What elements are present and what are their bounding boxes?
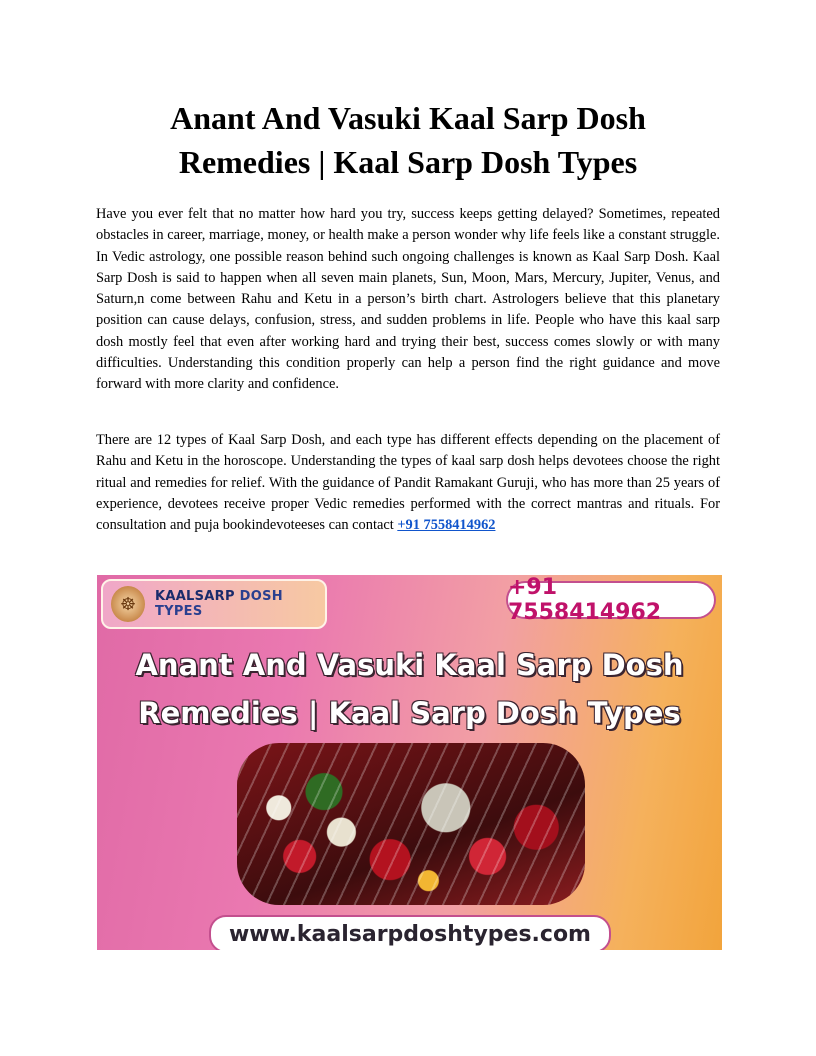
title-line-2: Remedies | Kaal Sarp Dosh Types	[178, 144, 638, 180]
photo-texture	[237, 743, 585, 905]
brand-prefix: KAALSARP	[154, 589, 235, 604]
phone-link[interactable]: +91 7558414962	[397, 517, 496, 534]
brand-suffix: DOSH TYPES	[154, 589, 283, 619]
title-line-1: Anant And Vasuki Kaal Sarp Dosh	[170, 100, 646, 136]
intro-paragraph: Have you ever felt that no matter how hard you try, success keeps getting delayed? Sometimes, repeated obstacles in career, marriage, money, or health make a person wonder why life feels like a constant struggle. In Vedic astrology, one possible reason behind such ongoing challenges is known as Kaal Sarp Dosh. Kaal Sarp Dosh is said to happen when all seven main planets, Sun, Moon, Mars, Mercury, Jupiter, Venus, and Saturn,n come between Rahu and Ketu in a person’s birth chart. Astrologers believe that this planetary position can cause delays, confusion, stress, and sudden problems in life. People who have this kaal sarp dosh mostly feel that even after working hard and trying their best, success comes slowly or with many difficulties. Understanding this condition properly can help a person find the right guidance and move forward with more clarity and confidence.	[96, 206, 720, 393]
promo-banner-image	[97, 575, 722, 950]
banner-headline	[97, 641, 722, 737]
page-title	[96, 96, 720, 184]
banner-website-url: www.kaalsarpdoshtypes.com	[209, 915, 611, 950]
types-paragraph-text: There are 12 types of Kaal Sarp Dosh, and each type has different effects depending on the placement of Rahu and Ketu in the horoscope. Understanding the types of kaal sarp dosh helps devotees choose the right ritual and remedies for relief. With the guidance of Pandit Ramakant Guruji, who has more than 25 years of experience, devotees receive proper Vedic remedies performed with the correct mantras and rituals. For consultation and puja bookindevoteeses can contact	[96, 432, 720, 534]
brand-name	[155, 589, 325, 619]
puja-photo	[237, 743, 585, 905]
banner-phone-number: +91 7558414962	[508, 583, 714, 617]
banner-headline-line-2: Remedies | Kaal Sarp Dosh Types	[138, 696, 681, 730]
types-paragraph	[96, 430, 720, 536]
brand-logo-box	[101, 579, 327, 629]
banner-headline-line-1: Anant And Vasuki Kaal Sarp Dosh	[135, 648, 684, 682]
snake-emblem-icon: ☸	[111, 586, 145, 622]
